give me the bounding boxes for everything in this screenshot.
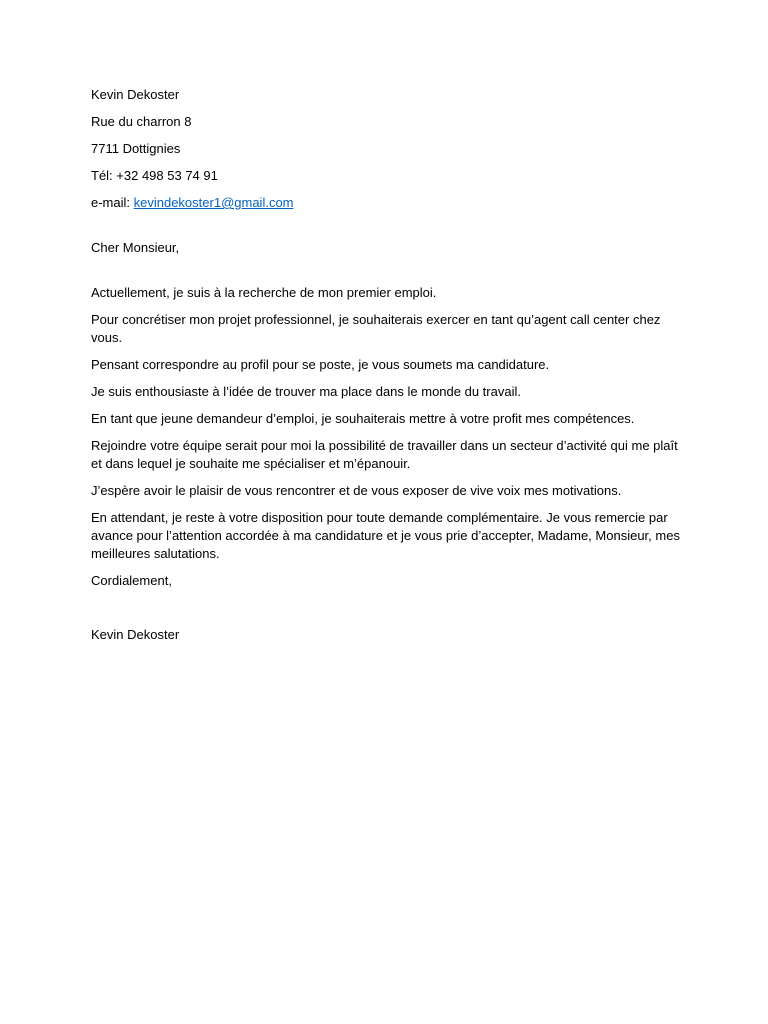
sender-email-line	[91, 194, 681, 212]
email-link[interactable]: kevindekoster1@gmail.com	[133, 195, 294, 210]
sender-phone: Tél: +32 498 53 74 91	[91, 168, 218, 183]
sender-street: Rue du charron 8	[91, 114, 192, 129]
greeting: Cher Monsieur,	[91, 240, 180, 255]
body-paragraph: Pour concrétiser mon projet professionnel, je souhaiterais exercer en tant qu’agent call center chez vous.	[91, 312, 661, 345]
body-paragraph: En attendant, je reste à votre disposition pour toute demande complémentaire. Je vous remercie par avance pour l’attention accordée à ma candidature et je vous prie d’accepter, Madame, Monsieur, mes meilleures salutations.	[91, 510, 680, 561]
sender-name: Kevin Dekoster	[91, 87, 180, 102]
body-paragraph: Je suis enthousiaste à l’idée de trouver ma place dans le monde du travail.	[91, 384, 521, 399]
email-label: e-mail:	[91, 195, 134, 210]
letter-page	[91, 86, 681, 653]
letter-body	[91, 284, 681, 563]
body-paragraph: Actuellement, je suis à la recherche de mon premier emploi.	[91, 285, 437, 300]
body-paragraph: En tant que jeune demandeur d’emploi, je souhaiterais mettre à votre profit mes compétences.	[91, 411, 635, 426]
body-paragraph: Rejoindre votre équipe serait pour moi la possibilité de travailler dans un secteur d’activité qui me plaît et dans lequel je souhaite me spécialiser et m’épanouir.	[91, 438, 678, 471]
signature: Kevin Dekoster	[91, 627, 180, 642]
body-paragraph: Pensant correspondre au profil pour se poste, je vous soumets ma candidature.	[91, 357, 550, 372]
body-paragraph: J’espère avoir le plaisir de vous rencontrer et de vous exposer de vive voix mes motivations.	[91, 483, 622, 498]
closing: Cordialement,	[91, 573, 172, 588]
sender-city: 7711 Dottignies	[91, 141, 181, 156]
sender-block	[91, 86, 681, 212]
